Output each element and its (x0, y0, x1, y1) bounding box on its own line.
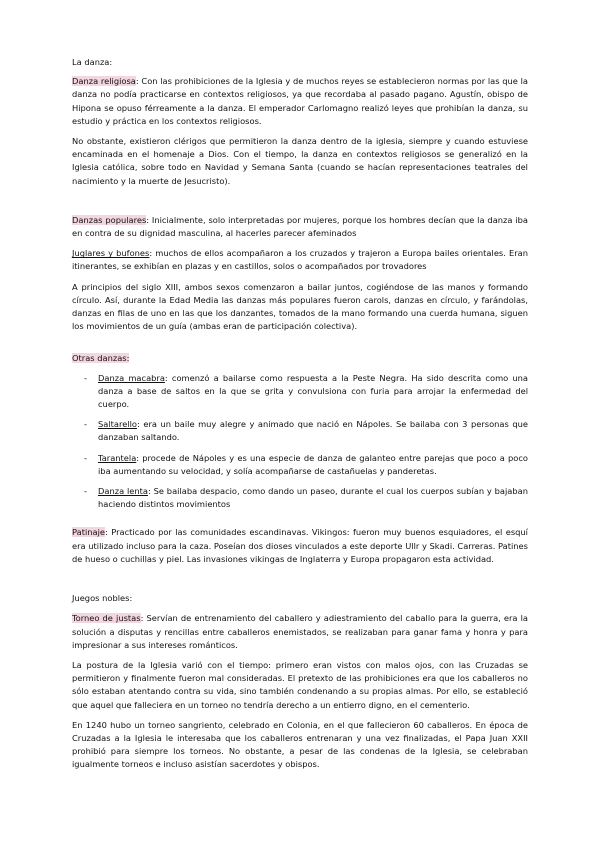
otras-danzas-list (72, 372, 528, 512)
list-item (84, 485, 528, 511)
term-saltarello: Saltarello (98, 419, 138, 430)
list-item (84, 452, 528, 478)
paragraph-clerigos: No obstante, existieron clérigos que permitieron la danza dentro de la iglesia, siempre y cuando estuviese encaminada en el homenaje a Dios. Con el tiempo, la danza en contextos religiosos se generalizó en la Iglesia católica, sobre todo en Navidad y Semana Santa (cuando se hacían representaciones teatrales del nacimiento y la muerte de Jesucristo). (72, 136, 528, 186)
spacer (72, 518, 528, 526)
spacer (72, 573, 528, 592)
spacer (72, 340, 528, 352)
paragraph-danzas-populares (72, 214, 528, 240)
paragraph-text: : Servían de entrenamiento del caballero y adiestramiento del caballo para la guerra, era la solución a disputas y rencillas entre caballeros enemistados, se realizaban para ganar fama y honra y para impresionar a sus intereses románticos. (72, 613, 528, 650)
term-patinaje: Patinaje (72, 527, 106, 538)
paragraph-text: : Inicialmente, solo interpretadas por mujeres, porque los hombres decían que la danza iba en contra de su dignidad masculina, al hacerles parecer afeminados (72, 214, 528, 239)
dash-bullet: - (84, 372, 87, 383)
term-danza-macabra: Danza macabra (98, 372, 165, 383)
paragraph-postura-iglesia: La postura de la Iglesia varió con el tiempo: primero eran vistos con malos ojos, con las Cruzadas se permitieron y finalmente fueron mal consideradas. El pretexto de las prohibiciones era que los caballeros no sólo estaban atentando contra su vida, sino también condenando a su propias almas. Por ello, se estableció que aquel que falleciera en un torneo no tendría derecho a un entierro digno, en el cementerio. (72, 659, 528, 710)
section-heading-juegos-nobles: Juegos nobles: (72, 593, 133, 604)
document-page (72, 56, 528, 779)
paragraph-patinaje (72, 526, 528, 566)
dash-bullet: - (84, 486, 87, 497)
list-item-text: : procede de Nápoles y es una especie de danza de galanteo entre parejas que poco a poco iba aumentando su velocidad, y solía acompañarse de castañuelas y panderetas. (98, 452, 528, 476)
spacer (72, 195, 528, 214)
list-item-text: : era un baile muy alegre y animado que nació en Nápoles. Se bailaba con 3 personas que danzaban saltando. (98, 419, 528, 443)
paragraph-danza-religiosa (72, 75, 528, 128)
section-heading-otras-danzas (72, 352, 528, 365)
section-heading-la-danza: La danza: (72, 57, 113, 67)
list-item (84, 418, 528, 444)
term-danzas-populares: Danzas populares (72, 214, 147, 225)
term-danza-lenta: Danza lenta (98, 486, 148, 497)
paragraph-torneo-de-justas (72, 612, 528, 652)
list-item-text: : comenzó a bailarse como respuesta a la Peste Negra. Ha sido descrita como una danza a base de saltos en la que se grita y convulsiona con furia para arrojar la enfermedad del cuerpo. (98, 372, 528, 410)
paragraph-text: : Con las prohibiciones de la Iglesia y de muchos reyes se establecieron normas por las que la danza no podía practicarse en contextos religiosos, ya que recordaba al pasado pagano. Agustín, obispo de Hipona se opuso férreamente a la danza. El emperador Carlomagno realizó leyes que prohibían la danza, su estudio y práctica en los contextos religiosos. (72, 76, 529, 126)
term-torneo-de-justas: Torneo de justas (72, 613, 141, 624)
paragraph-juglares (72, 247, 528, 273)
dash-bullet: - (84, 419, 87, 430)
term-juglares-y-bufones: Juglares y bufones (72, 248, 150, 259)
term-tarantela: Tarantela (98, 452, 137, 463)
otras-danzas-heading: Otras danzas: (72, 353, 130, 364)
dash-bullet: - (84, 452, 87, 463)
paragraph-siglo-xiii: A principios del siglo XIII, ambos sexos comenzaron a bailar juntos, cogiéndose de las manos y formando círculo. Así, durante la Edad Media las danzas más populares fueron carols, danzas en círculo, y farándolas, danzas en filas de uno en las que los danzantes, tomados de la mano formando una cuerda humana, siguen los movimientos de un guía (ambas eran de participación colectiva). (72, 281, 528, 332)
list-item-text: : Se bailaba despacio, como dando un paseo, durante el cual los cuerpos subían y bajaban haciendo distintos movimientos (98, 486, 528, 510)
paragraph-torneo-1240: En 1240 hubo un torneo sangriento, celebrado en Colonia, en el que fallecieron 60 caballeros. En época de Cruzadas a la Iglesia le interesaba que los caballeros entrenaran y una vez finalizadas, el Papa Juan XXII prohibió para siempre los torneos. No obstante, a pesar de las condenas de la Iglesia, se celebraban igualmente torneos e incluso asistían sacerdotes y obispos. (72, 719, 528, 770)
paragraph-text: : Practicado por las comunidades escandinavas. Vikingos: fueron muy buenos esquiadores, el esquí era utilizado incluso para la caza. Poseían dos dioses vinculados a este deporte Ullr y Skadi. Carreras. Patines de hueso o cuchillas y piel. Las invasiones vikingas de Inglaterra y Europa propagaron esta actividad. (72, 527, 528, 564)
list-item (84, 372, 528, 412)
paragraph-text: : muchos de ellos acompañaron a los cruzados y trajeron a Europa bailes orientales. Eran itinerantes, se exhibían en plazas y en castillos, solos o acompañados por trovadores (72, 248, 528, 272)
term-danza-religiosa: Danza religiosa (72, 76, 136, 87)
